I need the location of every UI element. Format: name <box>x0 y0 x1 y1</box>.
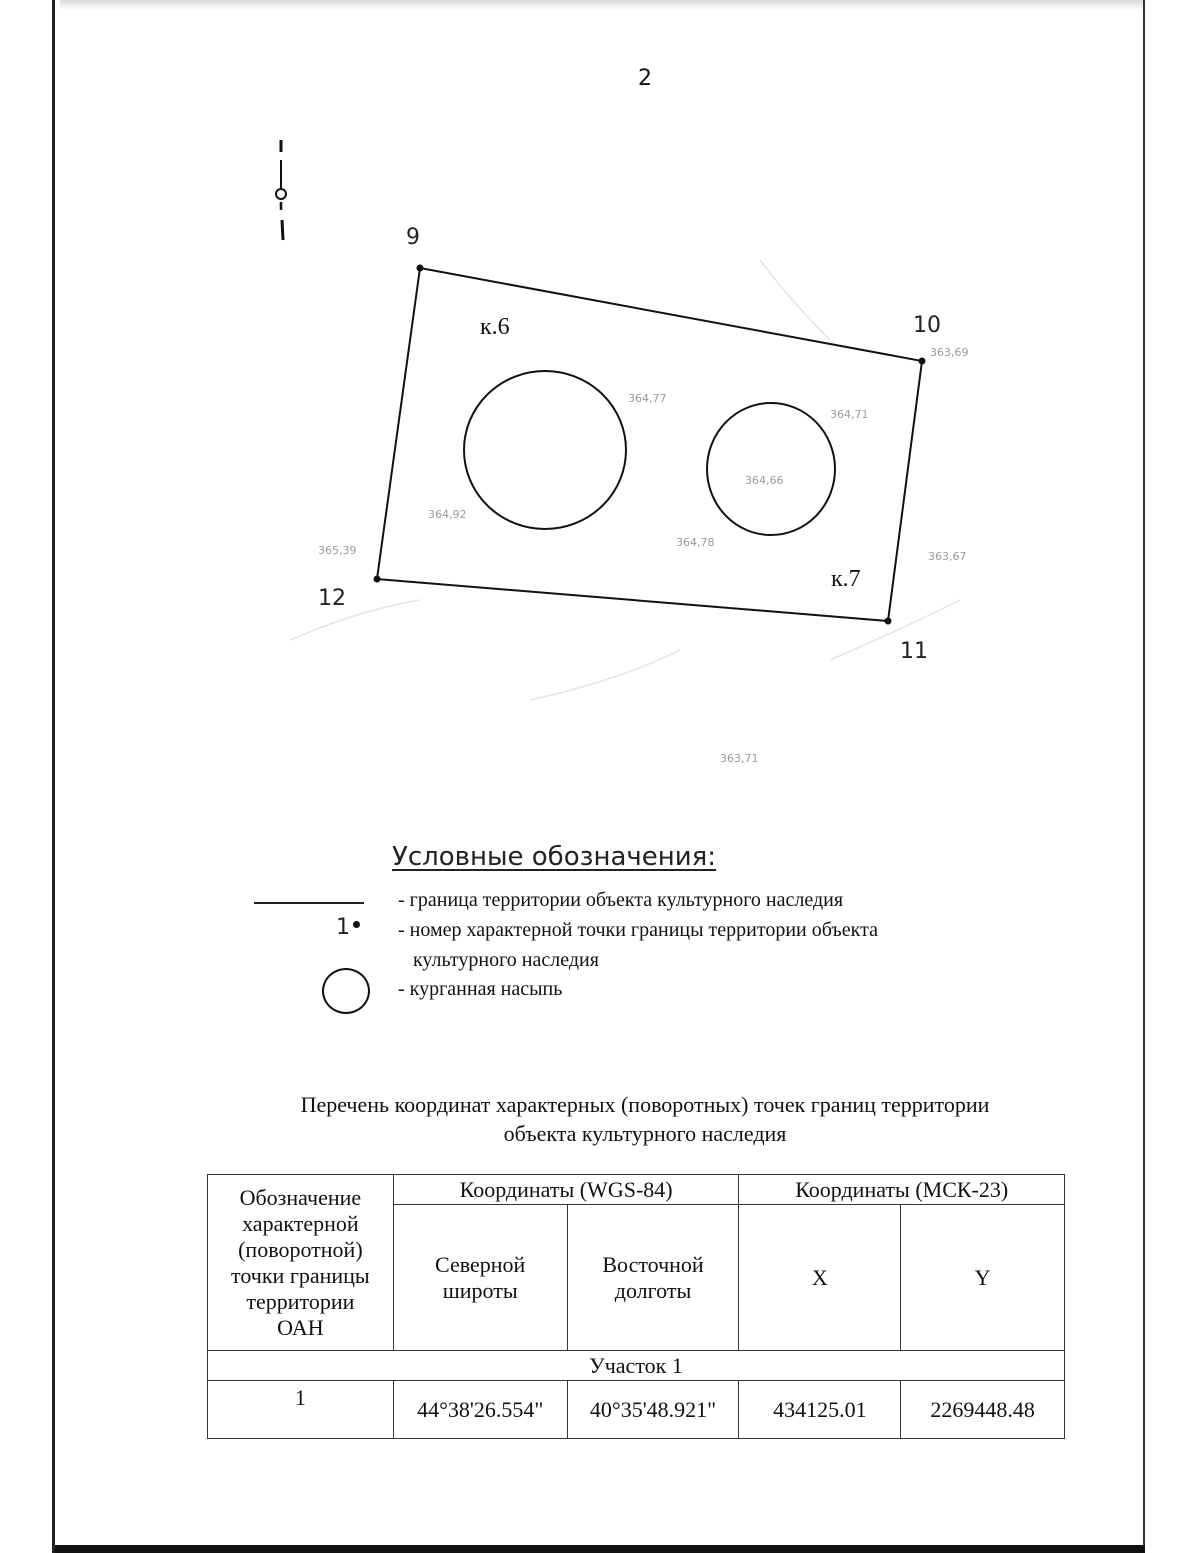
page-number: 2 <box>638 66 652 91</box>
legend-mound-circle <box>322 968 370 1014</box>
point-label-12: 12 <box>318 586 346 611</box>
cell-latitude: 44°38'26.554" <box>393 1381 567 1439</box>
point-label-11: 11 <box>900 639 928 664</box>
cell-longitude: 40°35'48.921" <box>567 1381 739 1439</box>
elevation-mark: 364,78 <box>676 536 715 549</box>
elevation-mark: 363,67 <box>928 550 967 563</box>
elevation-mark: 364,92 <box>428 508 467 521</box>
header-point-designation: Обозначение характерной (поворотной) точки границы территории ОАН <box>208 1175 394 1351</box>
scan-bottom-edge <box>55 1545 1145 1553</box>
kurgan-mound-6 <box>464 371 626 529</box>
legend-text-point: - номер характерной точки границы территории объекта <box>398 919 878 941</box>
header-y: Y <box>901 1205 1065 1351</box>
north-arrow-icon <box>276 140 286 240</box>
legend-boundary-line <box>254 902 364 904</box>
point-label-10: 10 <box>913 313 941 338</box>
kurgan-mound-7 <box>707 403 835 535</box>
legend-text-boundary: - граница территории объекта культурного наследия <box>398 889 844 911</box>
header-x: X <box>739 1205 901 1351</box>
cell-y: 2269448.48 <box>901 1381 1065 1439</box>
legend-point-dot <box>353 921 360 928</box>
legend-point-sample <box>336 915 360 940</box>
header-msk23: Координаты (МСК-23) <box>739 1175 1065 1205</box>
table-row <box>208 1381 1065 1439</box>
cell-x: 434125.01 <box>739 1381 901 1439</box>
boundary-point-11 <box>885 618 892 625</box>
header-wgs84: Координаты (WGS-84) <box>393 1175 739 1205</box>
legend-text-point-cont: культурного наследия <box>413 949 599 971</box>
point-label-9: 9 <box>406 225 420 250</box>
elevation-mark: 365,39 <box>318 544 357 557</box>
coordinates-table <box>207 1174 1065 1439</box>
elevation-mark: 363,69 <box>930 346 969 359</box>
table-title <box>200 1090 1090 1148</box>
legend-title: Условные обозначения: <box>392 842 717 872</box>
boundary-point-9 <box>417 265 424 272</box>
boundary-point-12 <box>374 576 381 583</box>
elevation-mark: 364,66 <box>745 474 784 487</box>
legend-text-mound: - курганная насыпь <box>398 978 563 1000</box>
elevation-mark: 364,77 <box>628 392 667 405</box>
table-title-line-2: объекта культурного наследия <box>503 1121 787 1146</box>
elevation-mark: 364,71 <box>830 408 869 421</box>
table-title-line-1: Перечень координат характерных (поворотных) точек границ территории <box>300 1092 990 1117</box>
header-latitude: Северной широты <box>393 1205 567 1351</box>
legend-point-number: 1 <box>336 915 350 940</box>
elevation-mark: 363,71 <box>720 752 759 765</box>
header-longitude: Восточной долготы <box>567 1205 739 1351</box>
section-row: Участок 1 <box>208 1351 1065 1381</box>
boundary-point-10 <box>919 358 926 365</box>
kurgan-label-7: к.7 <box>831 566 861 592</box>
kurgan-label-6: к.6 <box>480 314 510 340</box>
cell-point: 1 <box>208 1381 394 1439</box>
